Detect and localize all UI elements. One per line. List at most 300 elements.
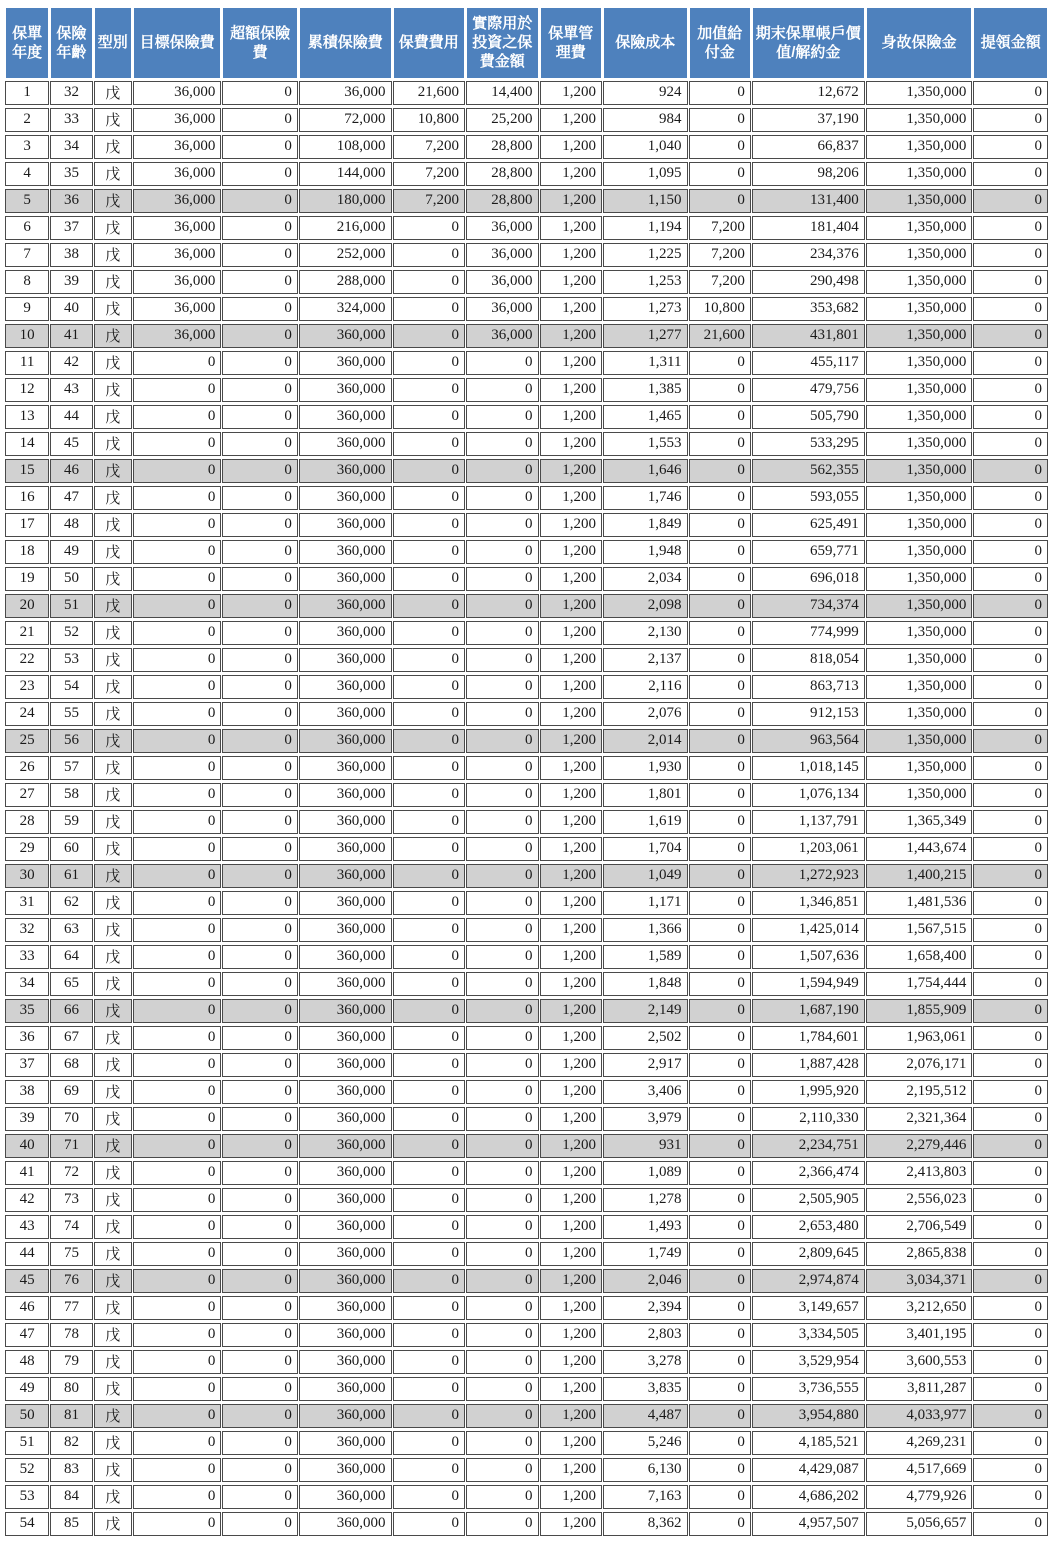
cell-premium-invested: 0 <box>466 648 538 672</box>
cell-withdrawal-amount: 0 <box>973 540 1048 564</box>
cell-type: 戊 <box>94 1269 132 1293</box>
cell-account-value-surrender: 1,594,949 <box>752 972 865 996</box>
cell-insured-age: 58 <box>50 783 92 807</box>
cell-account-value-surrender: 3,529,954 <box>752 1350 865 1374</box>
cell-withdrawal-amount: 0 <box>973 1431 1048 1455</box>
cell-policy-year: 7 <box>5 243 49 267</box>
cell-accumulated-premium: 360,000 <box>299 1485 392 1509</box>
cell-accumulated-premium: 108,000 <box>299 135 392 159</box>
cell-withdrawal-amount: 0 <box>973 729 1048 753</box>
cell-insured-age: 36 <box>50 189 92 213</box>
cell-accumulated-premium: 360,000 <box>299 864 392 888</box>
cell-policy-admin-fee: 1,200 <box>540 567 602 591</box>
cell-withdrawal-amount: 0 <box>973 1350 1048 1374</box>
cell-withdrawal-amount: 0 <box>973 567 1048 591</box>
cell-death-benefit: 3,600,553 <box>866 1350 973 1374</box>
cell-bonus-payment: 0 <box>689 1458 751 1482</box>
cell-accumulated-premium: 360,000 <box>299 918 392 942</box>
cell-policy-admin-fee: 1,200 <box>540 783 602 807</box>
cell-premium-expense: 0 <box>393 270 465 294</box>
cell-policy-year: 32 <box>5 918 49 942</box>
cell-bonus-payment: 0 <box>689 189 751 213</box>
cell-excess-premium: 0 <box>222 837 298 861</box>
cell-policy-admin-fee: 1,200 <box>540 756 602 780</box>
cell-cost-of-insurance: 1,746 <box>603 486 688 510</box>
cell-withdrawal-amount: 0 <box>973 108 1048 132</box>
cell-premium-invested: 0 <box>466 1080 538 1104</box>
cell-policy-year: 9 <box>5 297 49 321</box>
cell-cost-of-insurance: 1,619 <box>603 810 688 834</box>
cell-account-value-surrender: 37,190 <box>752 108 865 132</box>
table-body <box>5 81 1048 1536</box>
cell-bonus-payment: 0 <box>689 1080 751 1104</box>
cell-death-benefit: 1,350,000 <box>866 270 973 294</box>
cell-type: 戊 <box>94 189 132 213</box>
cell-policy-admin-fee: 1,200 <box>540 1431 602 1455</box>
cell-accumulated-premium: 360,000 <box>299 1053 392 1077</box>
table-row <box>5 1242 1048 1266</box>
cell-premium-invested: 36,000 <box>466 324 538 348</box>
cell-target-premium: 0 <box>133 1188 222 1212</box>
cell-policy-year: 47 <box>5 1323 49 1347</box>
table-row <box>5 351 1048 375</box>
cell-insured-age: 69 <box>50 1080 92 1104</box>
cell-policy-admin-fee: 1,200 <box>540 108 602 132</box>
cell-cost-of-insurance: 7,163 <box>603 1485 688 1509</box>
table-row <box>5 1485 1048 1509</box>
cell-policy-admin-fee: 1,200 <box>540 999 602 1023</box>
cell-withdrawal-amount: 0 <box>973 135 1048 159</box>
cell-insured-age: 66 <box>50 999 92 1023</box>
cell-withdrawal-amount: 0 <box>973 972 1048 996</box>
cell-premium-invested: 0 <box>466 459 538 483</box>
cell-account-value-surrender: 353,682 <box>752 297 865 321</box>
cell-death-benefit: 1,350,000 <box>866 378 973 402</box>
cell-excess-premium: 0 <box>222 1431 298 1455</box>
cell-bonus-payment: 0 <box>689 162 751 186</box>
cell-insured-age: 59 <box>50 810 92 834</box>
cell-accumulated-premium: 360,000 <box>299 1350 392 1374</box>
table-row <box>5 783 1048 807</box>
cell-policy-admin-fee: 1,200 <box>540 81 602 105</box>
cell-target-premium: 0 <box>133 1161 222 1185</box>
cell-insured-age: 71 <box>50 1134 92 1158</box>
cell-type: 戊 <box>94 216 132 240</box>
table-row <box>5 1404 1048 1428</box>
cell-target-premium: 36,000 <box>133 297 222 321</box>
cell-bonus-payment: 0 <box>689 405 751 429</box>
cell-insured-age: 38 <box>50 243 92 267</box>
cell-death-benefit: 1,481,536 <box>866 891 973 915</box>
policy-illustration-table <box>4 5 1049 1539</box>
cell-premium-expense: 0 <box>393 1026 465 1050</box>
cell-cost-of-insurance: 1,253 <box>603 270 688 294</box>
cell-type: 戊 <box>94 1350 132 1374</box>
cell-target-premium: 0 <box>133 729 222 753</box>
cell-policy-admin-fee: 1,200 <box>540 1026 602 1050</box>
cell-accumulated-premium: 360,000 <box>299 1242 392 1266</box>
cell-bonus-payment: 0 <box>689 1512 751 1536</box>
cell-withdrawal-amount: 0 <box>973 1026 1048 1050</box>
cell-target-premium: 0 <box>133 675 222 699</box>
table-row <box>5 1107 1048 1131</box>
cell-accumulated-premium: 360,000 <box>299 1404 392 1428</box>
cell-cost-of-insurance: 2,917 <box>603 1053 688 1077</box>
cell-type: 戊 <box>94 1026 132 1050</box>
cell-type: 戊 <box>94 351 132 375</box>
table-row <box>5 1161 1048 1185</box>
cell-type: 戊 <box>94 756 132 780</box>
cell-policy-admin-fee: 1,200 <box>540 918 602 942</box>
cell-withdrawal-amount: 0 <box>973 864 1048 888</box>
table-row <box>5 1215 1048 1239</box>
cell-target-premium: 0 <box>133 702 222 726</box>
cell-policy-admin-fee: 1,200 <box>540 324 602 348</box>
cell-account-value-surrender: 2,974,874 <box>752 1269 865 1293</box>
table-row <box>5 1188 1048 1212</box>
cell-premium-expense: 0 <box>393 1323 465 1347</box>
cell-target-premium: 0 <box>133 540 222 564</box>
cell-account-value-surrender: 912,153 <box>752 702 865 726</box>
cell-account-value-surrender: 455,117 <box>752 351 865 375</box>
cell-premium-expense: 0 <box>393 1377 465 1401</box>
cell-death-benefit: 1,350,000 <box>866 594 973 618</box>
cell-accumulated-premium: 360,000 <box>299 1431 392 1455</box>
cell-bonus-payment: 0 <box>689 1350 751 1374</box>
cell-death-benefit: 1,350,000 <box>866 351 973 375</box>
cell-bonus-payment: 7,200 <box>689 216 751 240</box>
cell-account-value-surrender: 1,018,145 <box>752 756 865 780</box>
cell-death-benefit: 2,865,838 <box>866 1242 973 1266</box>
cell-accumulated-premium: 360,000 <box>299 594 392 618</box>
cell-premium-invested: 0 <box>466 1161 538 1185</box>
cell-account-value-surrender: 1,995,920 <box>752 1080 865 1104</box>
cell-death-benefit: 4,033,977 <box>866 1404 973 1428</box>
cell-type: 戊 <box>94 108 132 132</box>
cell-cost-of-insurance: 1,095 <box>603 162 688 186</box>
cell-excess-premium: 0 <box>222 1404 298 1428</box>
cell-target-premium: 0 <box>133 405 222 429</box>
cell-policy-admin-fee: 1,200 <box>540 1188 602 1212</box>
cell-premium-expense: 0 <box>393 972 465 996</box>
cell-death-benefit: 2,195,512 <box>866 1080 973 1104</box>
cell-accumulated-premium: 360,000 <box>299 1188 392 1212</box>
cell-bonus-payment: 0 <box>689 837 751 861</box>
cell-bonus-payment: 0 <box>689 351 751 375</box>
cell-account-value-surrender: 431,801 <box>752 324 865 348</box>
cell-account-value-surrender: 4,957,507 <box>752 1512 865 1536</box>
cell-accumulated-premium: 180,000 <box>299 189 392 213</box>
cell-premium-expense: 7,200 <box>393 135 465 159</box>
column-header-death-benefit: 身故保險金 <box>866 8 973 78</box>
cell-policy-year: 49 <box>5 1377 49 1401</box>
cell-withdrawal-amount: 0 <box>973 621 1048 645</box>
cell-premium-invested: 0 <box>466 810 538 834</box>
cell-premium-invested: 0 <box>466 567 538 591</box>
cell-type: 戊 <box>94 1323 132 1347</box>
table-row <box>5 540 1048 564</box>
cell-cost-of-insurance: 931 <box>603 1134 688 1158</box>
table-row <box>5 810 1048 834</box>
cell-type: 戊 <box>94 675 132 699</box>
cell-type: 戊 <box>94 1458 132 1482</box>
cell-death-benefit: 1,350,000 <box>866 621 973 645</box>
cell-account-value-surrender: 696,018 <box>752 567 865 591</box>
cell-insured-age: 65 <box>50 972 92 996</box>
cell-excess-premium: 0 <box>222 1134 298 1158</box>
cell-premium-expense: 0 <box>393 1458 465 1482</box>
cell-target-premium: 0 <box>133 756 222 780</box>
column-header-target-premium: 目標保險費 <box>133 8 222 78</box>
cell-excess-premium: 0 <box>222 1350 298 1374</box>
cell-premium-expense: 0 <box>393 243 465 267</box>
cell-cost-of-insurance: 1,225 <box>603 243 688 267</box>
cell-premium-invested: 0 <box>466 1053 538 1077</box>
cell-policy-admin-fee: 1,200 <box>540 621 602 645</box>
table-row <box>5 270 1048 294</box>
cell-type: 戊 <box>94 783 132 807</box>
cell-account-value-surrender: 1,507,636 <box>752 945 865 969</box>
cell-death-benefit: 2,556,023 <box>866 1188 973 1212</box>
cell-type: 戊 <box>94 594 132 618</box>
cell-bonus-payment: 0 <box>689 621 751 645</box>
cell-policy-admin-fee: 1,200 <box>540 1377 602 1401</box>
cell-accumulated-premium: 360,000 <box>299 972 392 996</box>
cell-accumulated-premium: 360,000 <box>299 783 392 807</box>
cell-accumulated-premium: 360,000 <box>299 999 392 1023</box>
cell-death-benefit: 2,706,549 <box>866 1215 973 1239</box>
cell-type: 戊 <box>94 891 132 915</box>
cell-excess-premium: 0 <box>222 243 298 267</box>
cell-type: 戊 <box>94 1188 132 1212</box>
cell-withdrawal-amount: 0 <box>973 324 1048 348</box>
cell-bonus-payment: 0 <box>689 999 751 1023</box>
cell-premium-invested: 0 <box>466 1323 538 1347</box>
cell-target-premium: 0 <box>133 1134 222 1158</box>
cell-insured-age: 85 <box>50 1512 92 1536</box>
cell-bonus-payment: 0 <box>689 81 751 105</box>
cell-withdrawal-amount: 0 <box>973 297 1048 321</box>
cell-withdrawal-amount: 0 <box>973 459 1048 483</box>
cell-policy-admin-fee: 1,200 <box>540 864 602 888</box>
cell-policy-admin-fee: 1,200 <box>540 432 602 456</box>
cell-premium-expense: 0 <box>393 351 465 375</box>
cell-type: 戊 <box>94 1107 132 1131</box>
cell-bonus-payment: 0 <box>689 1053 751 1077</box>
cell-premium-expense: 0 <box>393 1296 465 1320</box>
table-row <box>5 1296 1048 1320</box>
cell-excess-premium: 0 <box>222 459 298 483</box>
cell-accumulated-premium: 360,000 <box>299 891 392 915</box>
cell-excess-premium: 0 <box>222 810 298 834</box>
cell-premium-invested: 0 <box>466 999 538 1023</box>
cell-policy-year: 6 <box>5 216 49 240</box>
cell-target-premium: 0 <box>133 1107 222 1131</box>
cell-death-benefit: 2,279,446 <box>866 1134 973 1158</box>
cell-premium-invested: 0 <box>466 1485 538 1509</box>
cell-account-value-surrender: 562,355 <box>752 459 865 483</box>
cell-target-premium: 36,000 <box>133 324 222 348</box>
cell-death-benefit: 1,350,000 <box>866 459 973 483</box>
cell-policy-admin-fee: 1,200 <box>540 945 602 969</box>
cell-account-value-surrender: 3,334,505 <box>752 1323 865 1347</box>
cell-accumulated-premium: 360,000 <box>299 648 392 672</box>
cell-account-value-surrender: 4,429,087 <box>752 1458 865 1482</box>
cell-premium-invested: 14,400 <box>466 81 538 105</box>
cell-insured-age: 55 <box>50 702 92 726</box>
cell-premium-expense: 0 <box>393 702 465 726</box>
cell-excess-premium: 0 <box>222 162 298 186</box>
cell-death-benefit: 1,350,000 <box>866 162 973 186</box>
cell-premium-expense: 0 <box>393 945 465 969</box>
cell-bonus-payment: 0 <box>689 1377 751 1401</box>
cell-withdrawal-amount: 0 <box>973 1134 1048 1158</box>
cell-death-benefit: 1,350,000 <box>866 783 973 807</box>
cell-death-benefit: 5,056,657 <box>866 1512 973 1536</box>
cell-cost-of-insurance: 3,406 <box>603 1080 688 1104</box>
cell-bonus-payment: 0 <box>689 864 751 888</box>
cell-target-premium: 36,000 <box>133 135 222 159</box>
cell-policy-admin-fee: 1,200 <box>540 1080 602 1104</box>
column-header-cost-of-insurance: 保險成本 <box>603 8 688 78</box>
cell-cost-of-insurance: 1,385 <box>603 378 688 402</box>
cell-policy-year: 26 <box>5 756 49 780</box>
table-row <box>5 1377 1048 1401</box>
cell-bonus-payment: 0 <box>689 783 751 807</box>
cell-policy-year: 40 <box>5 1134 49 1158</box>
cell-premium-expense: 0 <box>393 216 465 240</box>
cell-cost-of-insurance: 1,749 <box>603 1242 688 1266</box>
cell-premium-expense: 0 <box>393 918 465 942</box>
table-row <box>5 243 1048 267</box>
cell-account-value-surrender: 3,954,880 <box>752 1404 865 1428</box>
cell-excess-premium: 0 <box>222 1080 298 1104</box>
cell-accumulated-premium: 36,000 <box>299 81 392 105</box>
cell-premium-expense: 0 <box>393 1431 465 1455</box>
cell-premium-expense: 0 <box>393 1107 465 1131</box>
table-row <box>5 918 1048 942</box>
cell-excess-premium: 0 <box>222 189 298 213</box>
cell-death-benefit: 3,401,195 <box>866 1323 973 1347</box>
cell-excess-premium: 0 <box>222 1215 298 1239</box>
cell-type: 戊 <box>94 1377 132 1401</box>
cell-premium-expense: 0 <box>393 675 465 699</box>
cell-excess-premium: 0 <box>222 1053 298 1077</box>
table-row <box>5 864 1048 888</box>
cell-cost-of-insurance: 1,040 <box>603 135 688 159</box>
cell-target-premium: 36,000 <box>133 108 222 132</box>
cell-premium-expense: 21,600 <box>393 81 465 105</box>
cell-withdrawal-amount: 0 <box>973 378 1048 402</box>
cell-target-premium: 0 <box>133 999 222 1023</box>
cell-withdrawal-amount: 0 <box>973 918 1048 942</box>
cell-policy-year: 54 <box>5 1512 49 1536</box>
cell-accumulated-premium: 360,000 <box>299 1107 392 1131</box>
table-row <box>5 108 1048 132</box>
cell-target-premium: 0 <box>133 594 222 618</box>
cell-accumulated-premium: 216,000 <box>299 216 392 240</box>
cell-cost-of-insurance: 984 <box>603 108 688 132</box>
cell-accumulated-premium: 360,000 <box>299 837 392 861</box>
cell-withdrawal-amount: 0 <box>973 1269 1048 1293</box>
cell-type: 戊 <box>94 135 132 159</box>
cell-death-benefit: 1,350,000 <box>866 675 973 699</box>
cell-policy-admin-fee: 1,200 <box>540 675 602 699</box>
cell-policy-admin-fee: 1,200 <box>540 1269 602 1293</box>
cell-premium-expense: 0 <box>393 1188 465 1212</box>
cell-type: 戊 <box>94 702 132 726</box>
cell-premium-invested: 0 <box>466 1134 538 1158</box>
cell-type: 戊 <box>94 1215 132 1239</box>
cell-cost-of-insurance: 1,194 <box>603 216 688 240</box>
cell-insured-age: 54 <box>50 675 92 699</box>
cell-excess-premium: 0 <box>222 405 298 429</box>
cell-policy-year: 44 <box>5 1242 49 1266</box>
cell-policy-year: 39 <box>5 1107 49 1131</box>
cell-cost-of-insurance: 1,948 <box>603 540 688 564</box>
cell-withdrawal-amount: 0 <box>973 702 1048 726</box>
cell-withdrawal-amount: 0 <box>973 189 1048 213</box>
cell-policy-admin-fee: 1,200 <box>540 135 602 159</box>
cell-cost-of-insurance: 2,046 <box>603 1269 688 1293</box>
cell-type: 戊 <box>94 81 132 105</box>
table-row <box>5 432 1048 456</box>
cell-insured-age: 61 <box>50 864 92 888</box>
cell-account-value-surrender: 1,076,134 <box>752 783 865 807</box>
cell-death-benefit: 1,350,000 <box>866 216 973 240</box>
cell-withdrawal-amount: 0 <box>973 405 1048 429</box>
cell-death-benefit: 2,076,171 <box>866 1053 973 1077</box>
cell-bonus-payment: 0 <box>689 540 751 564</box>
cell-accumulated-premium: 360,000 <box>299 540 392 564</box>
cell-death-benefit: 1,963,061 <box>866 1026 973 1050</box>
cell-cost-of-insurance: 1,465 <box>603 405 688 429</box>
cell-policy-admin-fee: 1,200 <box>540 1107 602 1131</box>
column-header-bonus-payment: 加值給付金 <box>689 8 751 78</box>
cell-cost-of-insurance: 3,979 <box>603 1107 688 1131</box>
cell-account-value-surrender: 1,687,190 <box>752 999 865 1023</box>
cell-death-benefit: 2,413,803 <box>866 1161 973 1185</box>
cell-type: 戊 <box>94 1296 132 1320</box>
cell-accumulated-premium: 360,000 <box>299 567 392 591</box>
cell-accumulated-premium: 360,000 <box>299 1458 392 1482</box>
cell-cost-of-insurance: 1,278 <box>603 1188 688 1212</box>
cell-account-value-surrender: 1,272,923 <box>752 864 865 888</box>
cell-bonus-payment: 0 <box>689 675 751 699</box>
cell-accumulated-premium: 360,000 <box>299 810 392 834</box>
cell-premium-invested: 0 <box>466 756 538 780</box>
table-row <box>5 1431 1048 1455</box>
cell-policy-admin-fee: 1,200 <box>540 1323 602 1347</box>
cell-policy-admin-fee: 1,200 <box>540 459 602 483</box>
cell-cost-of-insurance: 924 <box>603 81 688 105</box>
table-row <box>5 513 1048 537</box>
cell-type: 戊 <box>94 513 132 537</box>
cell-target-premium: 0 <box>133 810 222 834</box>
cell-insured-age: 74 <box>50 1215 92 1239</box>
table-row <box>5 486 1048 510</box>
cell-insured-age: 56 <box>50 729 92 753</box>
cell-withdrawal-amount: 0 <box>973 945 1048 969</box>
cell-accumulated-premium: 360,000 <box>299 459 392 483</box>
cell-type: 戊 <box>94 486 132 510</box>
cell-death-benefit: 1,754,444 <box>866 972 973 996</box>
cell-withdrawal-amount: 0 <box>973 513 1048 537</box>
cell-target-premium: 0 <box>133 1404 222 1428</box>
cell-account-value-surrender: 3,736,555 <box>752 1377 865 1401</box>
cell-excess-premium: 0 <box>222 594 298 618</box>
cell-policy-year: 48 <box>5 1350 49 1374</box>
